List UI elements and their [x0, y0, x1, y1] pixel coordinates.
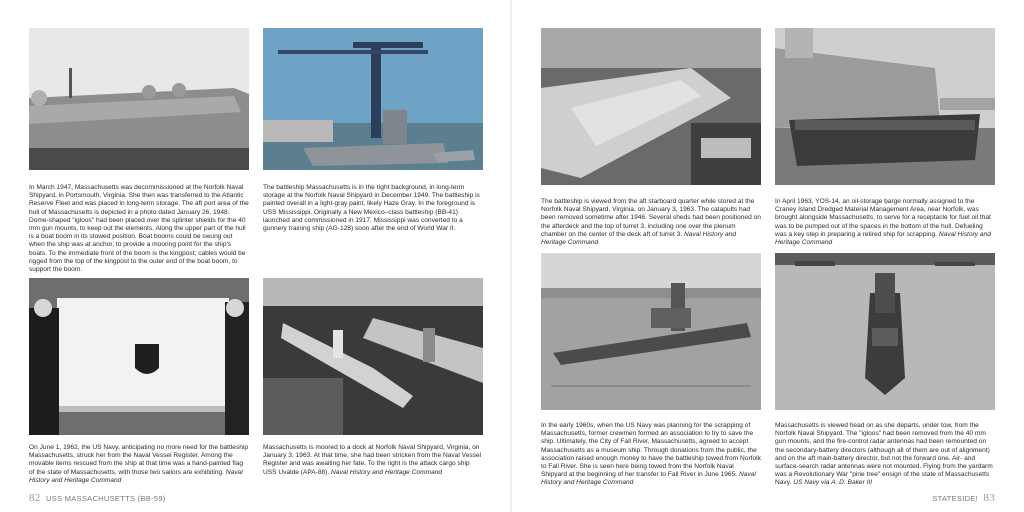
- caption-under-tow-side: [541, 422, 761, 488]
- caption-state-flag: [29, 444, 249, 485]
- caption-credit: Naval History and Heritage Command: [541, 471, 756, 487]
- caption-color-shipyard: [263, 184, 483, 233]
- page-folio-right: [932, 492, 995, 504]
- caption-text: The battleship is viewed from the aft starboard quarter while stored at the Norfolk Naval Shipyard, Virginia, on January 3, 1963. The catapults had been removed sometime after 1946. Several sheds had been positioned on the afterdeck and the top of turret 3, including one over the plenum chamber on the center of the deck aft of turret 3.: [541, 198, 761, 238]
- photo-state-flag: [29, 278, 249, 435]
- caption-credit: Naval History and Heritage Command: [331, 468, 443, 476]
- photo-under-tow-side: [541, 253, 761, 410]
- caption-text: Massachusetts is viewed head on as she departs, under tow, from the Norfolk Naval Shipyard. The "igloos" had been removed from the 40 mm gun mounts, and the fire-control radar antennas had been remounted on the secondary-battery directors (although all of them are out of alignment) and on the aft main-battery director, but not the forward one. Air- and surface-search radar antennas were not mounted. Flying from the yardarm was a Revolutionary War "pine tree" ensign of the state of Massachusetts Navy.: [775, 422, 993, 487]
- caption-hull-storage: [29, 184, 249, 274]
- caption-text: Massachusetts is moored to a dock at Norfolk Naval Shipyard, Virginia, on January 3, 1963. At that time, she had been stricken from the Naval Vessel Register and was awaiting her fate. To the right is the attack cargo ship USS Uvalde (APA-88).: [263, 444, 482, 476]
- photo-moored-dock: [263, 278, 483, 435]
- caption-head-on: [775, 422, 995, 488]
- caption-aft-quarter: [541, 198, 761, 247]
- caption-text: In April 1963, YOS-14, an oil-storage barge normally assigned to the Craney Island Dredged Material Management Area, near Norfolk, was brought alongside Massachusetts, to serve for a receptacle for fuel oil that was to be pumped out of the spaces in the bottom of the hull. Defueling was a key step in preparing a retired ship for scrapping.: [775, 198, 991, 238]
- caption-text: In March 1947, Massachusetts was decommissioned at the Norfolk Naval Shipyard, in Portsmouth, Virginia. She then was transferred to the Atlantic Reserve Fleet and was placed in long-term storage. The aft port area of the hull of Massachusetts is depicted in a photo dated January 26, 1948. Dome-shaped "igloos" had been placed over the splinter shields for the 40 mm gun mounts, to keep out the elements. Along the upper part of the hull is a boat boom in its stowed position. Boat booms could be swung out when the ship was at anchor, to provide a mooring point for the ship's boats. To the immediate front of the boom is the kingpost; cables would be rigged from the top of the kingpost to the outer end of the boat boom, to support the boom.: [29, 184, 249, 274]
- right-page: [512, 0, 1024, 512]
- photo-hull-storage: [29, 28, 249, 170]
- caption-text: In the early 1960s, when the US Navy was planning for the scrapping of Massachusetts, former crewmen formed an association to try to save the ship. Ultimately, the City of Fall River, Massachusetts, agreed to accept Massachusetts as a museum ship. Through donations from the public, the association raised enough money to have the battleship towed from Norfolk to Fall River. She is seen here being towed from the Norfolk Naval Shipyard at the beginning of her transfer to Fall River in June 1965.: [541, 422, 761, 479]
- caption-credit: Naval History and Heritage Command: [541, 230, 736, 247]
- caption-text: On June 1, 1962, the US Navy, anticipating no more need for the battleship Massachusetts, struck her from the Naval Vessel Register. Among the movable items rescued from the ship at that time was a hand-painted flag of the state of Massachusetts, with those two sailors are exhibiting.: [29, 444, 249, 476]
- caption-text: The battleship Massachusetts is in the right background, in long-term storage at the Norfolk Naval Shipyard in December 1949. The battleship is painted overall in a light-gray paint, likely Haze Gray. In the foreground is USS Mississippi. Originally a New Mexico–class battleship (BB-41) launched and commissioned in 1917, Mississippi was converted to a gunnery training ship (AG-128) soon after the end of World War II.: [263, 184, 480, 233]
- photo-oil-barge: [775, 28, 995, 185]
- page-number: 83: [983, 492, 995, 504]
- running-head: USS MASSACHUSETTS (BB-59): [46, 494, 166, 503]
- photo-head-on: [775, 253, 995, 410]
- photo-aft-quarter: [541, 28, 761, 185]
- running-head: STATESIDE!: [932, 494, 978, 503]
- caption-credit: Naval History and Heritage Command: [29, 468, 243, 484]
- photo-color-shipyard: [263, 28, 483, 170]
- caption-credit: Naval History and Heritage Command: [775, 230, 991, 247]
- caption-moored-dock: [263, 444, 483, 477]
- caption-oil-barge: [775, 198, 995, 247]
- caption-credit: US Navy via A. D. Baker III: [793, 479, 873, 487]
- page-number: 82: [29, 492, 41, 504]
- page-folio-left: [29, 492, 166, 504]
